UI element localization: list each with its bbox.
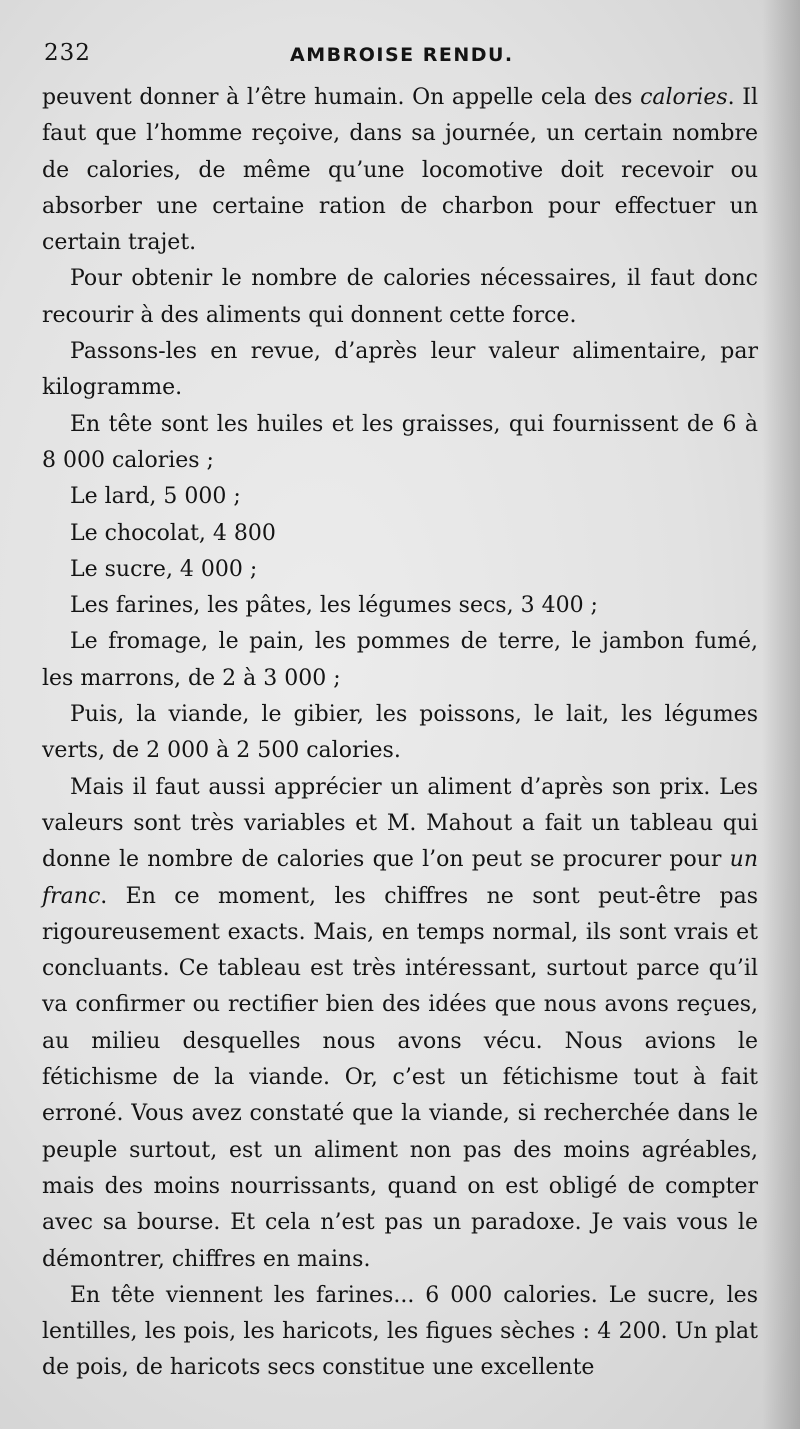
page-number: 232 <box>44 40 91 66</box>
paragraph <box>42 516 758 552</box>
text-segment: Les farines, les pâtes, les légumes secs, 3 400 ; <box>70 593 598 619</box>
running-head <box>44 40 764 74</box>
text-segment: Puis, la viande, le gibier, les poissons, le lait, les légumes verts, de 2 000 à 2 500 calories. <box>42 702 758 764</box>
paragraph <box>42 1278 758 1387</box>
text-segment: Le lard, 5 000 ; <box>70 484 241 510</box>
body-text <box>42 80 758 1387</box>
text-segment: Le fromage, le pain, les pommes de terre, le jambon fumé, les marrons, de 2 à 3 000 ; <box>42 629 758 691</box>
text-segment: Mais il faut aussi apprécier un aliment d’après son prix. Les valeurs sont très variables et M. Mahout a fait un tableau qui donne le nombre de calories que l’on peut se procurer pour <box>42 774 758 873</box>
text-segment: peuvent donner à l’être humain. On appelle cela des <box>42 85 641 110</box>
text-segment: Passons-les en revue, d’après leur valeur alimentaire, par kilogramme. <box>42 339 758 401</box>
text-segment: Le chocolat, 4 800 <box>70 520 276 546</box>
paragraph <box>42 770 758 1278</box>
text-segment: Le sucre, 4 000 ; <box>70 556 258 582</box>
italic-text: un franc <box>42 847 758 909</box>
paragraph <box>42 552 758 588</box>
paragraph <box>42 697 758 770</box>
paragraph <box>42 407 758 480</box>
italic-text: calories <box>640 85 728 110</box>
text-segment: En tête sont les huiles et les graisses, qui fournissent de 6 à 8 000 calories ; <box>42 411 758 473</box>
paragraph <box>42 334 758 407</box>
page-edge-shadow <box>762 0 800 1429</box>
paragraph <box>42 624 758 697</box>
paragraph <box>42 261 758 334</box>
text-segment: . En ce moment, les chiffres ne sont peut-être pas rigoureusement exacts. Mais, en temps normal, ils sont vrais et concluants. Ce tableau est très intéressant, surtout parce qu’il va confirmer ou rectifier bien des idées que nous avons reçues, au milieu desquelles nous avons vécu. Nous avions le fétichisme de la viande. Or, c’est un fétichisme tout à fait erroné. Vous avez constaté que la viande, si recherchée dans le peuple surtout, est un aliment non pas des moins agréables, mais des moins nourrissants, quand on est obligé de compter avec sa bourse. Et cela n’est pas un paradoxe. Je vais vous le démontrer, chiffres en mains. <box>42 883 758 1272</box>
paragraph <box>42 80 758 261</box>
running-title: AMBROISE RENDU. <box>290 44 514 66</box>
paragraph <box>42 479 758 515</box>
text-segment: En tête viennent les farines... 6 000 calories. Le sucre, les lentilles, les pois, les haricots, les figues sèches : 4 200. Un plat de pois, de haricots secs constitue une excellente <box>42 1282 758 1381</box>
text-segment: Pour obtenir le nombre de calories nécessaires, il faut donc recourir à des aliments qui donnent cette force. <box>42 266 758 328</box>
text-segment: . Il faut que l’homme reçoive, dans sa journée, un certain nombre de calories, de même qu’une locomotive doit recevoir ou absorber une certaine ration de charbon pour effectuer un certain trajet. <box>42 85 758 256</box>
paragraph <box>42 588 758 624</box>
